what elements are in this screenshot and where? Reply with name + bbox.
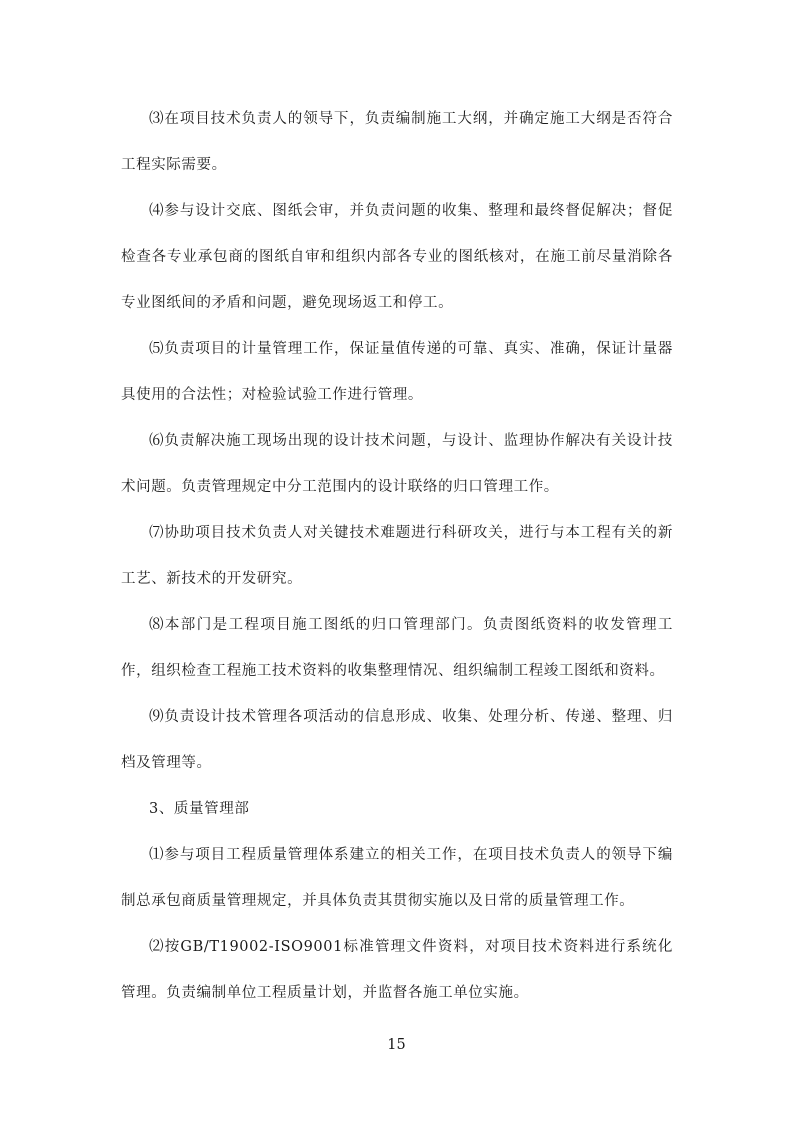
page-number: 15 (387, 1037, 406, 1053)
section-heading-quality-management: 3、质量管理部 (149, 801, 250, 817)
paragraph-item-6: ⑹负责解决施工现场出现的设计技术问题，与设计、监理协作解决有关设计技术问题。负责管理规定中分工范围内的设计联络的归口管理工作。 (121, 433, 673, 495)
paragraph-item-1: ⑴参与项目工程质量管理体系建立的相关工作，在项目技术负责人的领导下编制总承包商质量管理规定，并具体负责其贯彻实施以及日常的质量管理工作。 (121, 847, 673, 909)
paragraph-item-2: ⑵按GB/T19002-ISO9001标准管理文件资料，对项目技术资料进行系统化管理。负责编制单位工程质量计划，并监督各施工单位实施。 (121, 939, 673, 1001)
paragraph-item-8: ⑻本部门是工程项目施工图纸的归口管理部门。负责图纸资料的收发管理工作，组织检查工程施工技术资料的收集整理情况、组织编制工程竣工图纸和资料。 (121, 617, 673, 679)
paragraph-item-3: ⑶在项目技术负责人的领导下，负责编制施工大纲，并确定施工大纲是否符合工程实际需要。 (121, 111, 673, 173)
paragraph-item-4: ⑷参与设计交底、图纸会审，并负责问题的收集、整理和最终督促解决；督促检查各专业承包商的图纸自审和组织内部各专业的图纸核对，在施工前尽量消除各专业图纸间的矛盾和问题，避免现场返工和停工。 (121, 203, 673, 311)
paragraph-item-5: ⑸负责项目的计量管理工作，保证量值传递的可靠、真实、准确，保证计量器具使用的合法性；对检验试验工作进行管理。 (121, 341, 673, 403)
paragraph-item-9: ⑼负责设计技术管理各项活动的信息形成、收集、处理分析、传递、整理、归档及管理等。 (121, 709, 673, 771)
paragraph-item-7: ⑺协助项目技术负责人对关键技术难题进行科研攻关，进行与本工程有关的新工艺、新技术的开发研究。 (121, 525, 673, 587)
document-body (121, 96, 673, 1016)
